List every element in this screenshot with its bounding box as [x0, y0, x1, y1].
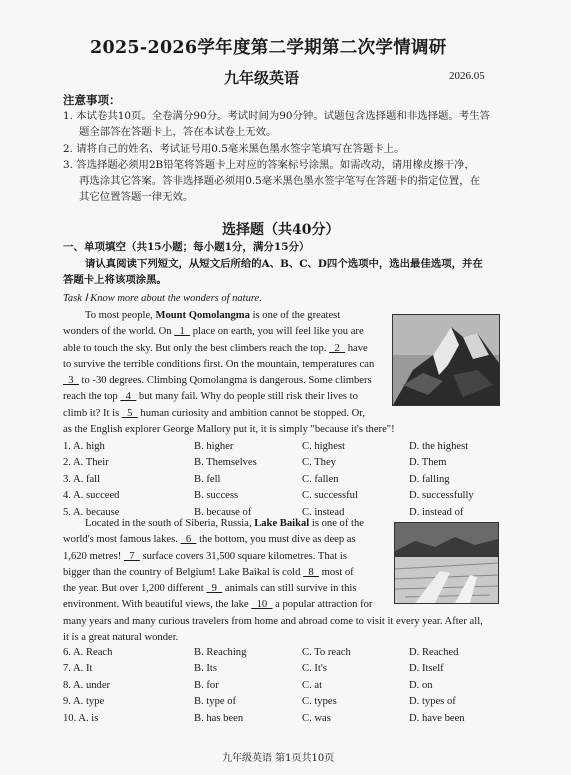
option-choice: 3. A. fall [63, 473, 101, 485]
option-choice: 7. A. It [63, 663, 93, 675]
passage-line [63, 373, 395, 389]
instruction-line: 答题卡上将该项涂黑。 [63, 274, 167, 286]
option-choice: B. has been [194, 712, 244, 724]
option-choice: C. fallen [302, 473, 339, 485]
passage-text: place on earth, you will feel like you are [190, 326, 364, 338]
passage-text: able to touch the sky. But only the best climbers reach the top. [63, 342, 330, 354]
option-choice: D. Them [409, 457, 447, 469]
option-choice: 10. A. is [63, 712, 99, 724]
option-row [63, 439, 533, 455]
option-choice: 1. A. high [63, 441, 105, 452]
option-row [63, 678, 533, 694]
option-choice: B. because of [194, 506, 252, 518]
option-choice: C. at [302, 679, 323, 691]
passage-text: is one of the [309, 518, 364, 529]
bold-term: Lake Baikal [254, 518, 310, 529]
option-row [63, 488, 533, 504]
option-choice: D. falling [409, 473, 450, 485]
option-choice: 8. A. under [63, 679, 111, 691]
passage-line [63, 308, 395, 324]
option-choice: B. Reaching [194, 647, 247, 658]
passage-text: a popular attraction for [272, 599, 373, 611]
passage-line [63, 324, 395, 340]
answer-blank: 4 [120, 391, 137, 403]
option-choice: D. Reached [409, 647, 459, 658]
passage-text: many years and many curious travelers from home and abroad come to visit it every year. After all, [63, 615, 483, 627]
option-choice: C. types [302, 696, 337, 708]
passage-line [63, 614, 483, 630]
option-choice: B. type of [194, 696, 237, 708]
passage-text: the year. But over 1,200 different [63, 583, 207, 595]
exam-date: 2026.05 [449, 70, 485, 82]
option-choice: C. highest [302, 441, 345, 452]
option-choice: B. higher [194, 441, 234, 452]
option-choice: B. success [194, 490, 239, 502]
option-choice: C. It's [302, 663, 327, 675]
option-choice: D. the highest [409, 441, 469, 452]
option-choice: D. have been [409, 712, 465, 724]
passage-text: it is a great natural wonder. [63, 632, 179, 644]
option-choice: 2. A. Their [63, 457, 109, 469]
answer-blank: 9 [206, 583, 223, 595]
mountain-photo [392, 314, 500, 406]
bold-term: Mount Qomolangma [155, 310, 250, 321]
answer-blank: 8 [303, 566, 319, 578]
part-heading: 一、单项填空（共15小题；每小题1分，满分15分） [63, 241, 310, 253]
passage-text: to -30 degrees. Climbing Qomolangma is dangerous. Some climbers [78, 375, 372, 387]
option-row [63, 694, 533, 710]
answer-blank: 5 [121, 407, 138, 419]
passage-text: world's most famous lakes. [63, 534, 181, 546]
notice-list [63, 108, 513, 206]
passage-text: animals can still survive in this [222, 583, 357, 595]
option-choice: B. for [194, 679, 219, 691]
passage-text: but many fail. Why do people still risk their lives to [136, 391, 358, 403]
answer-blank: 3 [63, 375, 79, 387]
passage-text: bigger than the country of Belgium! Lake Baikal is cold [63, 566, 304, 578]
passage-text: have [345, 342, 368, 354]
option-choice: 9. A. type [63, 696, 105, 708]
passage-text: most of [318, 566, 354, 578]
instructions [63, 256, 513, 288]
notice-line: 再选涂其它答案。答非选择题必须用0.5毫米黑色墨水签字笔写在答题卡的指定位置，在 [79, 175, 480, 188]
option-choice: C. They [302, 457, 336, 469]
answer-blank: 2 [329, 342, 346, 354]
passage-qomolangma [63, 308, 395, 438]
passage-line [63, 406, 395, 422]
answer-blank: 10 [251, 599, 273, 611]
notice-line: 题全部答在答题卡上，答在本试卷上无效。 [79, 126, 277, 139]
passage-text: To most people, [85, 310, 156, 321]
option-choice: D. instead of [409, 506, 464, 518]
answer-blank: 7 [123, 550, 140, 562]
passage-text: 1,620 metres! [63, 550, 124, 562]
option-choice: B. Its [194, 663, 217, 675]
option-choice: C. To reach [302, 647, 351, 658]
answer-blank: 6 [180, 534, 197, 546]
option-choice: D. successfully [409, 490, 474, 502]
passage-line [63, 422, 395, 438]
notice-line: 3. 答选择题必须用2B铅笔将答题卡上对应的答案标号涂黑。如需改动，请用橡皮擦干净， [63, 158, 475, 171]
option-choice: D. Itself [409, 663, 444, 675]
notice-line: 2. 请将自己的姓名、考试证号用0.5毫米黑色墨水签字笔填写在答题卡上。 [63, 142, 405, 155]
passage-line [63, 389, 395, 405]
answer-blank: 1 [174, 326, 191, 338]
option-choice: D. on [409, 679, 433, 691]
option-choice: 4. A. succeed [63, 490, 120, 502]
passage-text: as the English explorer George Mallory put it, it is simply "because it's there"! [63, 424, 395, 436]
passage-text: environment. With beautiful views, the lake [63, 599, 252, 611]
notice-line: 1. 本试卷共10页。全卷满分90分。考试时间为90分钟。试题包含选择题和非选择题。考生答 [63, 110, 490, 122]
option-choice: D. types of [409, 696, 456, 708]
exam-title: 2025-2026学年度第二学期第二次学情调研 [90, 38, 447, 58]
passage-text: Located in the south of Siberia, Russia, [85, 518, 255, 529]
option-choice: 5. A. because [63, 506, 120, 518]
option-row [63, 472, 533, 488]
passage-text: wonders of the world. On [63, 326, 175, 338]
passage-text: to survive the terrible conditions first. On the mountain, temperatures can [63, 358, 375, 370]
passage-line [63, 357, 395, 373]
lake-photo [394, 522, 499, 604]
passage-text: the bottom, you must dive as deep as [196, 534, 356, 546]
section-title: 选择题（共40分） [222, 222, 340, 238]
exam-subject: 九年级英语 [224, 69, 300, 87]
passage-text: human curiosity and ambition cannot be stopped. Or, [137, 407, 366, 419]
option-choice: B. fell [194, 473, 221, 485]
option-choice: B. Themselves [194, 457, 257, 469]
option-choice: C. successful [302, 490, 358, 502]
instruction-line: 请认真阅读下列短文，从短文后所给的A、B、C、D四个选项中，选出最佳选项，并在 [85, 258, 483, 270]
option-row [63, 711, 533, 727]
task-heading: Task Ⅰ Know more about the wonders of nature. [63, 293, 262, 304]
option-row [63, 661, 533, 677]
option-choice: 6. A. Reach [63, 647, 113, 658]
passage-text: is one of the greatest [249, 310, 341, 321]
option-row [63, 455, 533, 471]
option-choice: C. instead [302, 506, 345, 518]
passage-text: reach the top [63, 391, 121, 403]
page-footer: 九年级英语 第1页共10页 [222, 753, 335, 764]
options-group-2 [63, 645, 533, 727]
options-group-1 [63, 439, 533, 521]
option-row [63, 645, 533, 661]
notice-line: 其它位置答题一律无效。 [79, 191, 194, 204]
option-choice: C. was [302, 712, 331, 724]
passage-text: surface covers 31,500 square kilometres. That is [139, 550, 348, 562]
notice-heading: 注意事项： [63, 93, 121, 107]
passage-line [63, 341, 395, 357]
passage-line [63, 630, 483, 646]
passage-text: climb it? It is [63, 407, 122, 419]
